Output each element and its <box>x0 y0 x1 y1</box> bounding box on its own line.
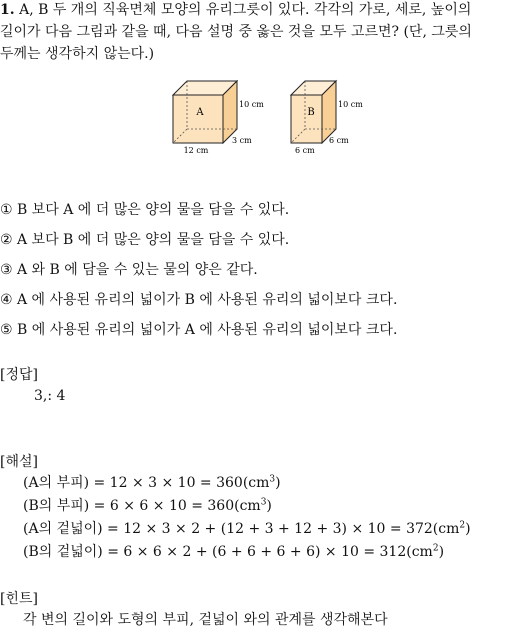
answer-heading: [정답] <box>0 367 38 383</box>
explanation-line-1-exp: 3 <box>269 474 276 485</box>
option-2: ② A 보다 B 에 더 많은 양의 물을 담을 수 있다. <box>0 232 290 248</box>
box-b <box>291 81 363 155</box>
explanation-line-3-close: ) <box>465 521 471 537</box>
option-4: ④ A 에 사용된 유리의 넓이가 B 에 사용된 유리의 넓이보다 크다. <box>0 292 398 308</box>
box-b-depth-label: 6 cm <box>329 136 349 145</box>
explanation-line-4 <box>23 542 444 562</box>
box-b-label: B <box>307 107 315 118</box>
hint-heading: [힌트] <box>0 591 38 607</box>
box-a <box>173 81 264 155</box>
hint-text: 각 변의 길이와 도형의 부피, 겉넓이 와의 관계를 생각해본다 <box>23 612 388 628</box>
explanation-line-3 <box>23 519 471 539</box>
box-a-width-label: 12 cm <box>183 146 209 155</box>
box-figure <box>0 75 532 165</box>
explanation-line-2-close: ) <box>266 498 272 514</box>
answer-value: 3,: 4 <box>34 388 66 404</box>
box-b-front <box>291 95 322 143</box>
option-5: ⑤ B 에 사용된 유리의 넓이가 A 에 사용된 유리의 넓이보다 크다. <box>0 322 398 338</box>
question-line-3: 두께는 생각하지 않는다.) <box>0 46 155 62</box>
box-a-height-label: 10 cm <box>239 100 264 109</box>
explanation-line-4-close: ) <box>438 544 445 560</box>
explanation-line-4-exp: 2 <box>432 543 439 554</box>
option-1: ① B 보다 A 에 더 많은 양의 물을 담을 수 있다. <box>0 202 290 218</box>
explanation-line-2-main: (B의 부피) = 6 × 6 × 10 = 360(cm <box>23 498 261 514</box>
explanation-line-2-exp: 3 <box>260 497 267 508</box>
explanation-heading: [해설] <box>0 454 38 470</box>
option-3: ③ A 와 B 에 담을 수 있는 물의 양은 같다. <box>0 262 258 278</box>
explanation-line-1-main: (A의 부피) = 12 × 3 × 10 = 360(cm <box>23 475 270 491</box>
box-a-depth-label: 3 cm <box>232 136 252 145</box>
explanation-line-1 <box>23 473 281 493</box>
explanation-line-2 <box>23 496 272 516</box>
question-line-2: 길이가 다음 그림과 같을 때, 다음 설명 중 옳은 것을 모두 고르면? (단, 그릇의 <box>0 24 472 40</box>
question-text-1: A, B 두 개의 직육면체 모양의 유리그릇이 있다. 각각의 가로, 세로, 높이의 <box>19 2 472 18</box>
explanation-line-3-exp: 2 <box>459 520 466 531</box>
box-a-label: A <box>196 107 204 118</box>
box-b-width-label: 6 cm <box>295 146 315 155</box>
explanation-line-4-main: (B의 겉넓이) = 6 × 6 × 2 + (6 + 6 + 6 + 6) × 10 = 312(cm <box>23 544 433 560</box>
question-number: 1. <box>0 2 15 18</box>
question-line-1 <box>0 0 471 20</box>
explanation-line-1-close: ) <box>275 475 281 491</box>
explanation-line-3-main: (A의 겉넓이) = 12 × 3 × 2 + (12 + 3 + 12 + 3) × 10 = 372(cm <box>23 521 460 537</box>
box-b-height-label: 10 cm <box>338 100 363 109</box>
